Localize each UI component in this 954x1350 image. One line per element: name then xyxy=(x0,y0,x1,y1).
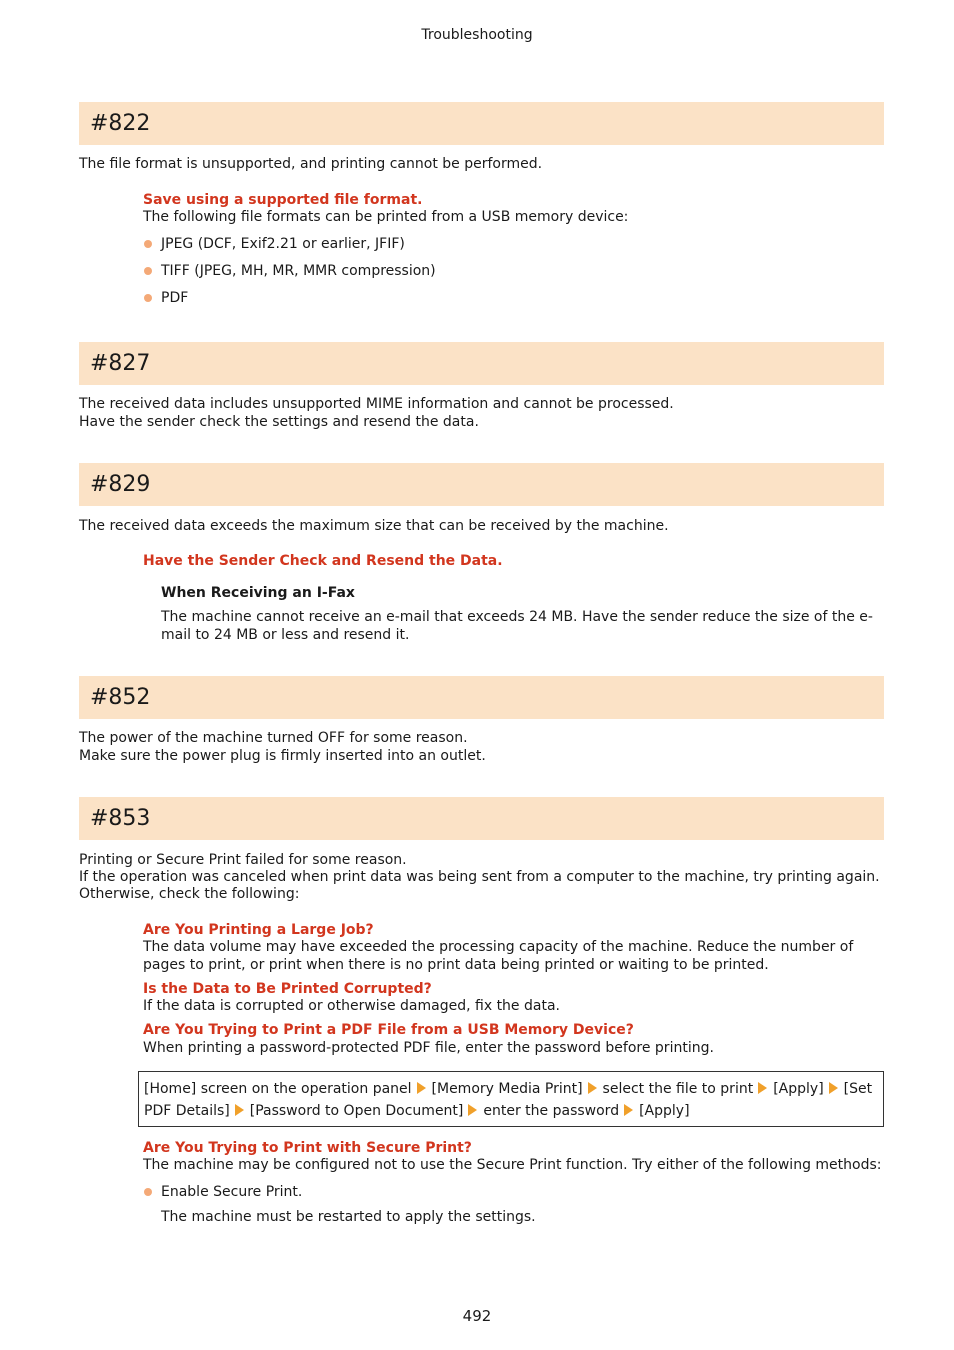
list-item xyxy=(161,289,884,307)
check-title-secure-print: Are You Trying to Print with Secure Print? xyxy=(143,1140,472,1156)
arrow-right-icon xyxy=(829,1082,838,1094)
check-title-usb-pdf: Are You Trying to Print a PDF File from a USB Memory Device? xyxy=(143,1022,634,1038)
format-item-label: PDF xyxy=(161,290,189,306)
path-step: [Memory Media Print] xyxy=(431,1081,583,1097)
bullet-icon xyxy=(144,267,152,275)
path-step: [Home] screen on the operation panel xyxy=(144,1081,412,1097)
error-description-827: The received data includes unsupported MIME information and cannot be processed. xyxy=(79,396,674,412)
error-code-heading-829: #829 xyxy=(79,463,884,506)
error-instruction-827: Have the sender check the settings and resend the data. xyxy=(79,414,479,430)
path-step: [Set PDF Details] xyxy=(144,1081,873,1119)
solution-title-829: Have the Sender Check and Resend the Data. xyxy=(143,553,503,569)
error-followup-853: Otherwise, check the following: xyxy=(79,886,300,902)
arrow-right-icon xyxy=(468,1104,477,1116)
check-title-corrupted: Is the Data to Be Printed Corrupted? xyxy=(143,981,432,997)
bullet-icon xyxy=(144,294,152,302)
arrow-right-icon xyxy=(417,1082,426,1094)
solution-text-822: The following file formats can be printed from a USB memory device: xyxy=(143,209,629,225)
format-item-label: JPEG (DCF, Exif2.21 or earlier, JFIF) xyxy=(161,236,405,252)
page-number: 492 xyxy=(462,1307,492,1325)
check-text-secure-print: The machine may be configured not to use the Secure Print function. Try either of the following methods: xyxy=(143,1157,882,1173)
path-step: [Apply] xyxy=(773,1081,824,1097)
error-code-heading-822: #822 xyxy=(79,102,884,145)
solution-title-822: Save using a supported file format. xyxy=(143,192,423,208)
check-text-usb-pdf: When printing a password-protected PDF file, enter the password before printing. xyxy=(143,1040,714,1056)
check-title-large-job: Are You Printing a Large Job? xyxy=(143,922,374,938)
error-code-heading-852: #852 xyxy=(79,676,884,719)
arrow-right-icon xyxy=(235,1104,244,1116)
error-instruction-852: Make sure the power plug is firmly inserted into an outlet. xyxy=(79,748,486,764)
bullet-icon xyxy=(144,240,152,248)
method-item-label: Enable Secure Print. xyxy=(161,1184,303,1200)
check-text-large-job: The data volume may have exceeded the processing capacity of the machine. Reduce the number of pages to print, or print when there is no print data being printed or waiting to be printed. xyxy=(143,939,854,973)
error-description-822: The file format is unsupported, and printing cannot be performed. xyxy=(79,156,543,172)
arrow-right-icon xyxy=(758,1082,767,1094)
subsection-text-ifax: The machine cannot receive an e-mail that exceeds 24 MB. Have the sender reduce the size of the e-mail to 24 MB or less and resend it. xyxy=(161,609,873,643)
bullet-icon xyxy=(144,1188,152,1196)
path-step: select the file to print xyxy=(602,1081,754,1097)
error-description-852: The power of the machine turned OFF for some reason. xyxy=(79,730,468,746)
path-step: [Apply] xyxy=(639,1103,690,1119)
error-code-heading-827: #827 xyxy=(79,342,884,385)
arrow-right-icon xyxy=(588,1082,597,1094)
error-code-heading-853: #853 xyxy=(79,797,884,840)
arrow-right-icon xyxy=(624,1104,633,1116)
list-item xyxy=(161,262,884,280)
error-description-829: The received data exceeds the maximum size that can be received by the machine. xyxy=(79,518,669,534)
error-instruction-853: If the operation was canceled when print data was being sent from a computer to the machine, try printing again. xyxy=(79,869,880,885)
list-item xyxy=(161,1183,884,1201)
subsection-title-ifax: When Receiving an I-Fax xyxy=(161,585,355,601)
format-item-label: TIFF (JPEG, MH, MR, MMR compression) xyxy=(161,263,436,279)
running-header: Troubleshooting xyxy=(421,27,533,43)
path-step: enter the password xyxy=(483,1103,620,1119)
operation-path-box xyxy=(138,1071,884,1127)
path-step: [Password to Open Document] xyxy=(249,1103,464,1119)
check-text-corrupted: If the data is corrupted or otherwise damaged, fix the data. xyxy=(143,998,560,1014)
error-description-853: Printing or Secure Print failed for some reason. xyxy=(79,852,407,868)
list-item xyxy=(161,235,884,253)
method-note: The machine must be restarted to apply the settings. xyxy=(161,1209,536,1225)
